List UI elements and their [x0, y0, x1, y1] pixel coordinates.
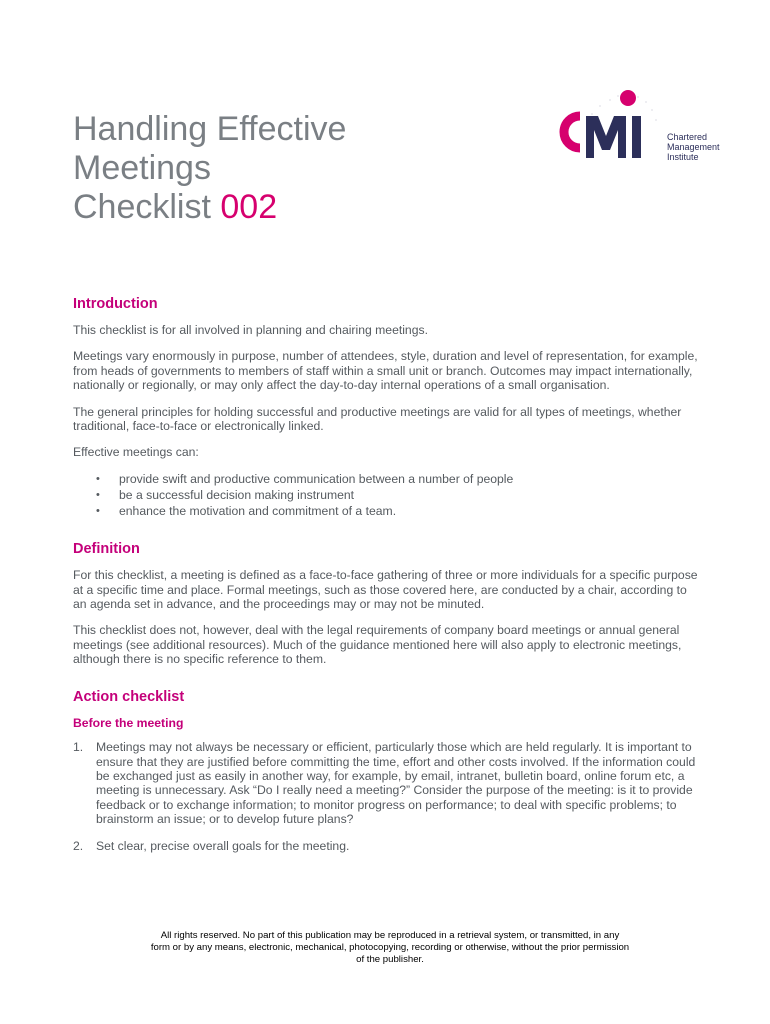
logo-line-2: Management [667, 142, 720, 152]
section-introduction [73, 296, 698, 518]
item-number: 2. [73, 838, 84, 853]
list-item: • be a successful decision making instrument [73, 488, 698, 502]
intro-paragraph-2: Meetings vary enormously in purpose, number of attendees, style, duration and level of representation, for example, from heads of governments to members of staff within a small unit or branch. Outcomes may impact internationally, nationally or regionally, or may only affect the day-to-day internal operations of a small organisation. [73, 349, 698, 393]
logo-line-1: Chartered [667, 132, 708, 142]
section-action-checklist [73, 689, 698, 853]
introduction-heading: Introduction [73, 296, 158, 312]
intro-paragraph-3: The general principles for holding successful and productive meetings are valid for all types of meetings, whether traditional, face-to-face or electronically linked. [73, 404, 682, 434]
title-line-1: Handling Effective [73, 110, 347, 148]
item-number: 1. [73, 740, 84, 755]
definition-paragraph-1: For this checklist, a meeting is defined as a face-to-face gathering of three or more individuals for a specific purpose at a specific time and place. Formal meetings, such as those covered here, are conducted by a chair, according to an agenda set in advance, and the proceedings may or may not be minuted. [73, 568, 698, 612]
list-item [73, 839, 698, 853]
definition-paragraph-2: This checklist does not, however, deal with the legal requirements of company board meetings or annual general meetings (see additional resources). Much of the guidance mentioned here will also apply to electronic meetings, although there is no specific reference to them. [73, 623, 682, 667]
checklist-number: 002 [220, 188, 278, 226]
title-line-3 [73, 188, 346, 227]
action-heading: Action checklist [73, 688, 185, 705]
logo-line-3: Institute [667, 152, 699, 162]
list-item: • provide swift and productive communication between a number of people [73, 472, 698, 486]
benefits-list [73, 472, 698, 518]
list-item [73, 740, 698, 826]
definition-heading: Definition [73, 541, 140, 558]
intro-paragraph-4: Effective meetings can: [73, 445, 199, 460]
item-text: Set clear, precise overall goals for the meeting. [96, 838, 350, 853]
title-line-2: Meetings [73, 149, 211, 187]
section-definition [73, 541, 698, 666]
action-list [73, 740, 698, 853]
item-text: Meetings may not always be necessary or efficient, particularly those which are held regularly. It is important to ensure that they are justified before committing the time, effort and other costs involved. If the information could be exchanged just as easily in another way, for example, by email, intranet, bulletin board, online forum etc, a meeting is unnecessary. Ask “Do I really need a meeting?” Consider the purpose of the meeting: is it to provide feedback or to exchange information; to monitor progress on performance; to deal with specific problems; to brainstorm an issue; or to develop future plans? [96, 740, 696, 827]
document-body [73, 296, 698, 865]
cmi-logo-mark [540, 86, 670, 176]
intro-paragraph-1: This checklist is for all involved in planning and chairing meetings. [73, 323, 428, 337]
document-title [73, 110, 346, 227]
title-prefix: Checklist [73, 188, 221, 226]
cmi-logo [540, 86, 730, 176]
logo-wordmark [667, 132, 720, 162]
copyright-footer: All rights reserved. No part of this publication may be reproduced in a retrieval system, or transmitted, in any form or by any means, electronic, mechanical, photocopying, recording or otherwise, without the prior permission of the publisher. [150, 930, 630, 965]
list-item: • enhance the motivation and commitment of a team. [73, 504, 698, 518]
before-meeting-subheading: Before the meeting [73, 715, 184, 730]
